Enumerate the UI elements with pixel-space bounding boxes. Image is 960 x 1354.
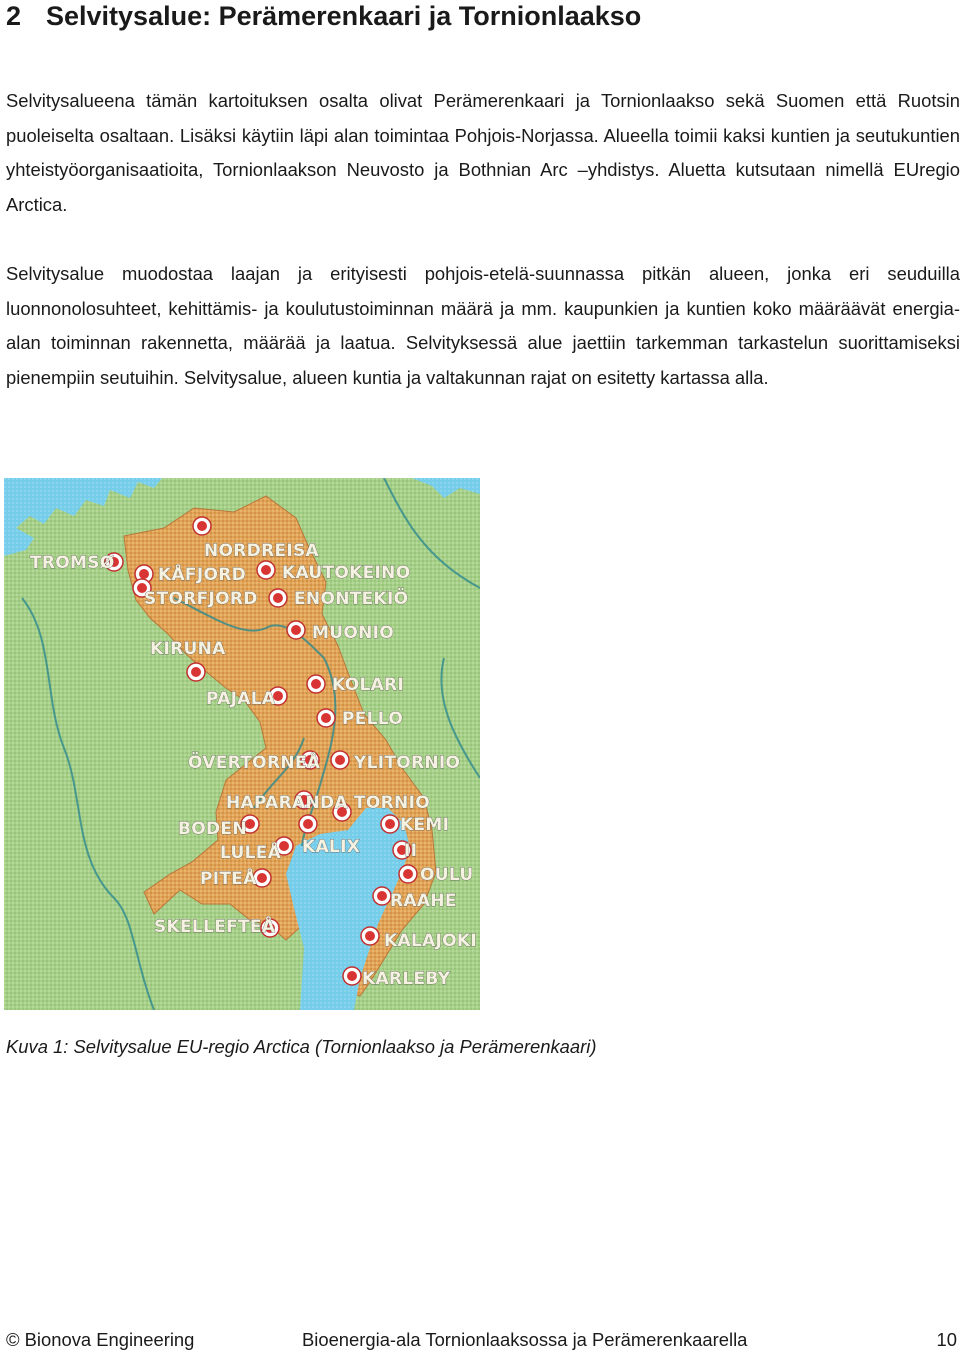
label-karleby: KARLEBY	[362, 969, 451, 989]
label-nordreisa: NORDREISA	[204, 541, 320, 561]
section-title: Selvitysalue: Perämerenkaari ja Tornionlaakso	[46, 1, 642, 31]
label-ii: II	[404, 841, 418, 861]
label-pitea: PITEÅ	[200, 869, 257, 889]
label-oulu: OULU	[420, 865, 474, 885]
marker-kiruna	[187, 663, 205, 681]
marker-kolari	[307, 675, 325, 693]
label-troms: TROMSØ	[30, 553, 115, 573]
marker-raahe	[373, 887, 391, 905]
label-muonio: MUONIO	[312, 623, 394, 643]
section-heading	[6, 0, 641, 32]
label-enontekio: ENONTEKIÖ	[294, 589, 409, 609]
label-raahe: RAAHE	[390, 891, 457, 911]
label-kemi: KEMI	[400, 815, 450, 835]
label-kiruna: KIRUNA	[150, 639, 226, 659]
label-kolari: KOLARI	[332, 675, 405, 695]
footer-document-title: Bioenergia-ala Tornionlaaksossa ja Perämerenkaarella	[302, 1329, 748, 1350]
label-skelleftea: SKELLEFTEÅ	[154, 917, 276, 937]
marker-oulu	[399, 865, 417, 883]
label-kafjord: KÅFJORD	[158, 565, 247, 585]
footer-page-number: 10	[936, 1329, 957, 1350]
marker-karleby	[343, 967, 361, 985]
label-kalix: KALIX	[302, 837, 361, 857]
label-pajala: PAJALA	[206, 689, 276, 709]
marker-ylitornio	[331, 751, 349, 769]
label-kalajoki: KALAJOKI	[384, 931, 477, 951]
marker-enontekio	[269, 589, 287, 607]
label-pello: PELLO	[342, 709, 404, 729]
marker-nordreisa	[193, 517, 211, 535]
label-tornio: TORNIO	[354, 793, 430, 813]
label-haparanda: HAPARANDA	[226, 793, 348, 813]
page-footer	[6, 1326, 957, 1354]
section-number: 2	[6, 1, 22, 31]
marker-pello	[317, 709, 335, 727]
label-kautokeino: KAUTOKEINO	[282, 563, 411, 583]
paragraph-intro: Selvitysalueena tämän kartoituksen osalta olivat Perämerenkaari ja Tornionlaakso sekä Suomen että Ruotsin puoleiselta osaltaan. Lisäksi käytiin läpi alan toimintaa Pohjois-Norjassa. Alueella toimii kaksi kuntien ja seutukuntien yhteistyöorganisaatioita, Tornionlaakson Neuvosto ja Bothnian Arc –yhdistys. Aluetta kutsutaan nimellä EUregio Arctica.	[6, 90, 960, 215]
footer-copyright: © Bionova Engineering	[6, 1329, 195, 1350]
region-map	[4, 478, 480, 1010]
marker-kautokeino	[257, 561, 275, 579]
label-boden: BODEN	[178, 819, 247, 839]
label-lulea: LULEÅ	[220, 843, 282, 863]
marker-muonio	[287, 621, 305, 639]
figure-caption: Kuva 1: Selvitysalue EU-regio Arctica (Tornionlaakso ja Perämerenkaari)	[6, 1036, 597, 1057]
paragraph-area: Selvitysalue muodostaa laajan ja erityisesti pohjois-etelä-suunnassa pitkän alueen, jonka eri seuduilla luonnonolosuhteet, kehittämis- ja koulutustoiminnan määrä ja mm. kaupunkien ja kuntien koko määräävät energia-alan toiminnan rakennetta, määrää ja laatua. Selvityksessä alue jaettiin tarkemman tarkastelun suorittamiseksi pienempiin seutuihin. Selvitysalue, alueen kuntia ja valtakunnan rajat on esitetty kartassa alla.	[6, 263, 960, 388]
marker-kemi	[381, 815, 399, 833]
label-ylitornio: YLITORNIO	[354, 753, 461, 773]
marker-kalix	[299, 815, 317, 833]
label-overtornea: ÖVERTORNEÅ	[188, 753, 321, 773]
marker-kalajoki	[361, 927, 379, 945]
label-storfjord: STORFJORD	[144, 589, 258, 609]
